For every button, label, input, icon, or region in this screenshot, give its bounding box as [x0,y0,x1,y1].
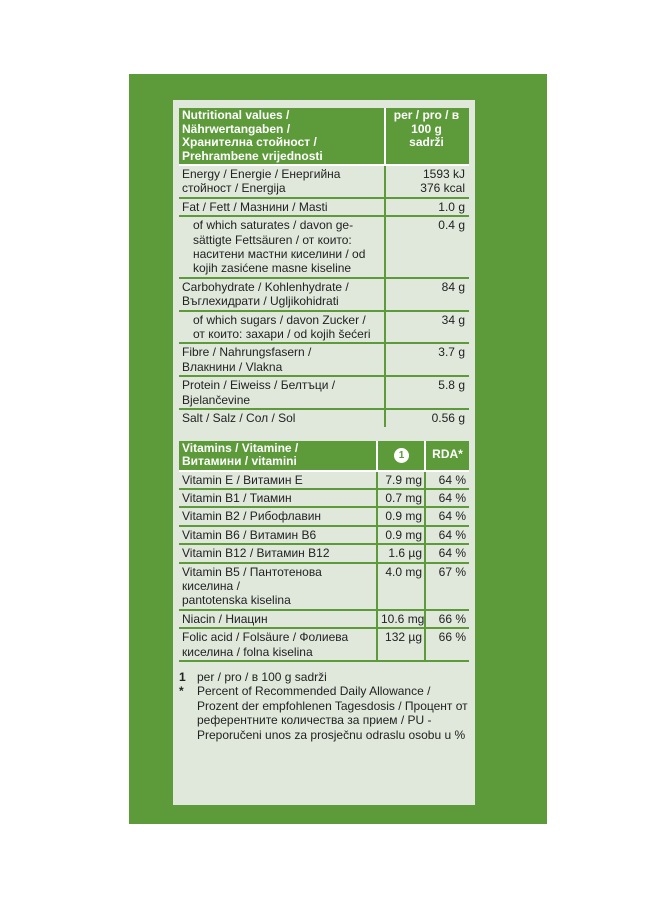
vitamin-name [179,628,377,661]
vitamin-row [179,563,469,610]
text-line: Nutritional values / [182,108,290,122]
nutrient-name [179,198,385,216]
vitamin-amount: 7.9 mg [377,471,425,489]
vitamin-amount: 1.6 µg [377,544,425,562]
nutrition-header-label [179,108,385,165]
vitamin-amount: 10.6 mg [377,610,425,628]
rda-header: RDA* [425,441,469,471]
text-line: киселина / folna kiselina [182,644,313,659]
text-line: Fibre / Nahrungsfasern / [182,345,312,360]
text-line: наситени мастни киселини / od [193,247,366,262]
vitamin-rda: 64 % [425,489,469,507]
nutrition-row [179,216,469,278]
text-line: Bjelančevine [182,392,251,407]
text-line: 84 g [441,279,465,294]
text-line: 1593 kJ [422,167,465,181]
text-line: 5.8 g [438,378,465,393]
nutrient-name [179,376,385,409]
text-line: Salt / Salz / Сол / Sol [182,411,296,426]
vitamin-row [179,628,469,661]
nutrition-row [179,343,469,376]
text-line: 100 g [411,121,442,136]
nutrient-name [179,165,385,198]
nutrient-value [385,409,469,426]
text-line: 0.56 g [431,411,465,426]
nutrition-header-row [179,108,469,165]
text-line: Fat / Fett / Мазнини / Masti [182,199,328,214]
text-line: Carbohydrate / Kohlenhydrate / [182,279,349,294]
nutrient-value [385,343,469,376]
nutrient-value [385,376,469,409]
vitamin-rda: 64 % [425,526,469,544]
nutrient-value [385,278,469,311]
vitamin-amount: 4.0 mg [377,563,425,610]
vitamin-name [179,526,377,544]
vitamin-name [179,489,377,507]
text-line: 0.4 g [438,218,465,233]
nutrition-label-panel [173,100,475,805]
text-line: Vitamin E / Витамин E [182,472,303,487]
text-line: pantotenska kiselina [182,593,291,608]
text-line: 376 kcal [420,181,465,196]
text-line: Vitamin B6 / Витамин B6 [182,527,317,542]
vitamin-rda: 67 % [425,563,469,610]
nutrient-name [179,409,385,426]
text-line: стойност / Energija [182,181,286,196]
vitamin-rda: 64 % [425,471,469,489]
nutrition-row [179,376,469,409]
vitamin-name [179,544,377,562]
text-line: от които: захари / od kojih šećeri [193,327,371,342]
vitamins-header-label [179,441,377,471]
nutrient-name [179,343,385,376]
nutrition-table [179,108,469,427]
vitamin-rda: 64 % [425,507,469,525]
vitamin-row [179,610,469,628]
vitamin-amount: 0.9 mg [377,507,425,525]
footnote-mark: * [179,684,184,699]
vitamin-rda: 64 % [425,544,469,562]
text-line: Prehrambene vrijednosti [182,148,323,163]
text-line: kojih zasićene masne kiseline [193,261,352,276]
footnote-number-circle: 1 [394,448,409,463]
vitamin-row [179,526,469,544]
text-line: 3.7 g [438,345,465,360]
text-line: Folic acid / Folsäure / Фолиева [182,630,349,645]
vitamin-name [179,563,377,610]
text-line: per / pro / в [393,108,460,122]
nutrition-row [179,198,469,216]
footnote [179,684,469,742]
vitamin-amount: 0.7 mg [377,489,425,507]
nutrient-name [179,311,385,344]
text-line: sättigte Fettsäuren / от които: [193,232,352,247]
text-line: Влакнини / Vlakna [182,359,283,374]
vitamin-rda: 66 % [425,628,469,661]
vitamin-rda: 66 % [425,610,469,628]
vitamins-table [179,441,469,662]
text-line: Vitamin B1 / Тиамин [182,490,292,505]
footnote [179,670,469,685]
text-line: of which saturates / davon ge- [193,218,354,233]
nutrient-value [385,311,469,344]
text-line: Energy / Energie / Енергийна [182,167,341,181]
vitamin-row [179,507,469,525]
text-line: Vitamins / Vitamine / [182,440,299,455]
text-line: Vitamin B12 / Витамин B12 [182,546,330,561]
footnote-text: per / pro / в 100 g sadrži [197,669,327,684]
nutrition-header-per [385,108,469,165]
text-line: Витамини / vitamini [182,454,297,468]
nutrient-name [179,216,385,278]
vitamin-name [179,471,377,489]
text-line: of which sugars / davon Zucker / [193,312,366,327]
vitamin-name [179,610,377,628]
text-line: 1.0 g [438,199,465,214]
footnote-one-badge [377,441,425,471]
nutrition-row [179,278,469,311]
nutrition-row [179,165,469,198]
text-line: Niacin / Ниацин [182,611,268,626]
vitamin-amount: 0.9 mg [377,526,425,544]
text-line: sadrži [409,135,444,149]
vitamin-row [179,471,469,489]
vitamin-row [179,489,469,507]
text-line: Хранителна стойност / [182,135,317,149]
text-line: Vitamin B5 / Пантотенова киселина / [182,564,322,593]
text-line: Protein / Eiweiss / Белтъци / [182,378,336,393]
footnote-text: Percent of Recommended Daily Allowance / Prozent der empfohlenen Tagesdosis / Процент от референтните количества за прием / PU - Preporučeni unos za prosječnu odraslu osobu u % [197,684,468,742]
footnotes [179,670,469,743]
text-line: 34 g [441,312,465,327]
vitamin-row [179,544,469,562]
nutrient-name [179,278,385,311]
nutrition-row [179,409,469,426]
vitamins-header-row [179,441,469,471]
nutrient-value [385,165,469,198]
text-line: Въглехидрати / Ugljikohidrati [182,294,339,309]
vitamin-name [179,507,377,525]
nutrient-value [385,216,469,278]
vitamin-amount: 132 µg [377,628,425,661]
nutrient-value [385,198,469,216]
nutrition-row [179,311,469,344]
text-line: Nährwertangaben / [182,121,291,136]
footnote-mark: 1 [179,669,186,684]
text-line: Vitamin B2 / Рибофлавин [182,509,322,524]
